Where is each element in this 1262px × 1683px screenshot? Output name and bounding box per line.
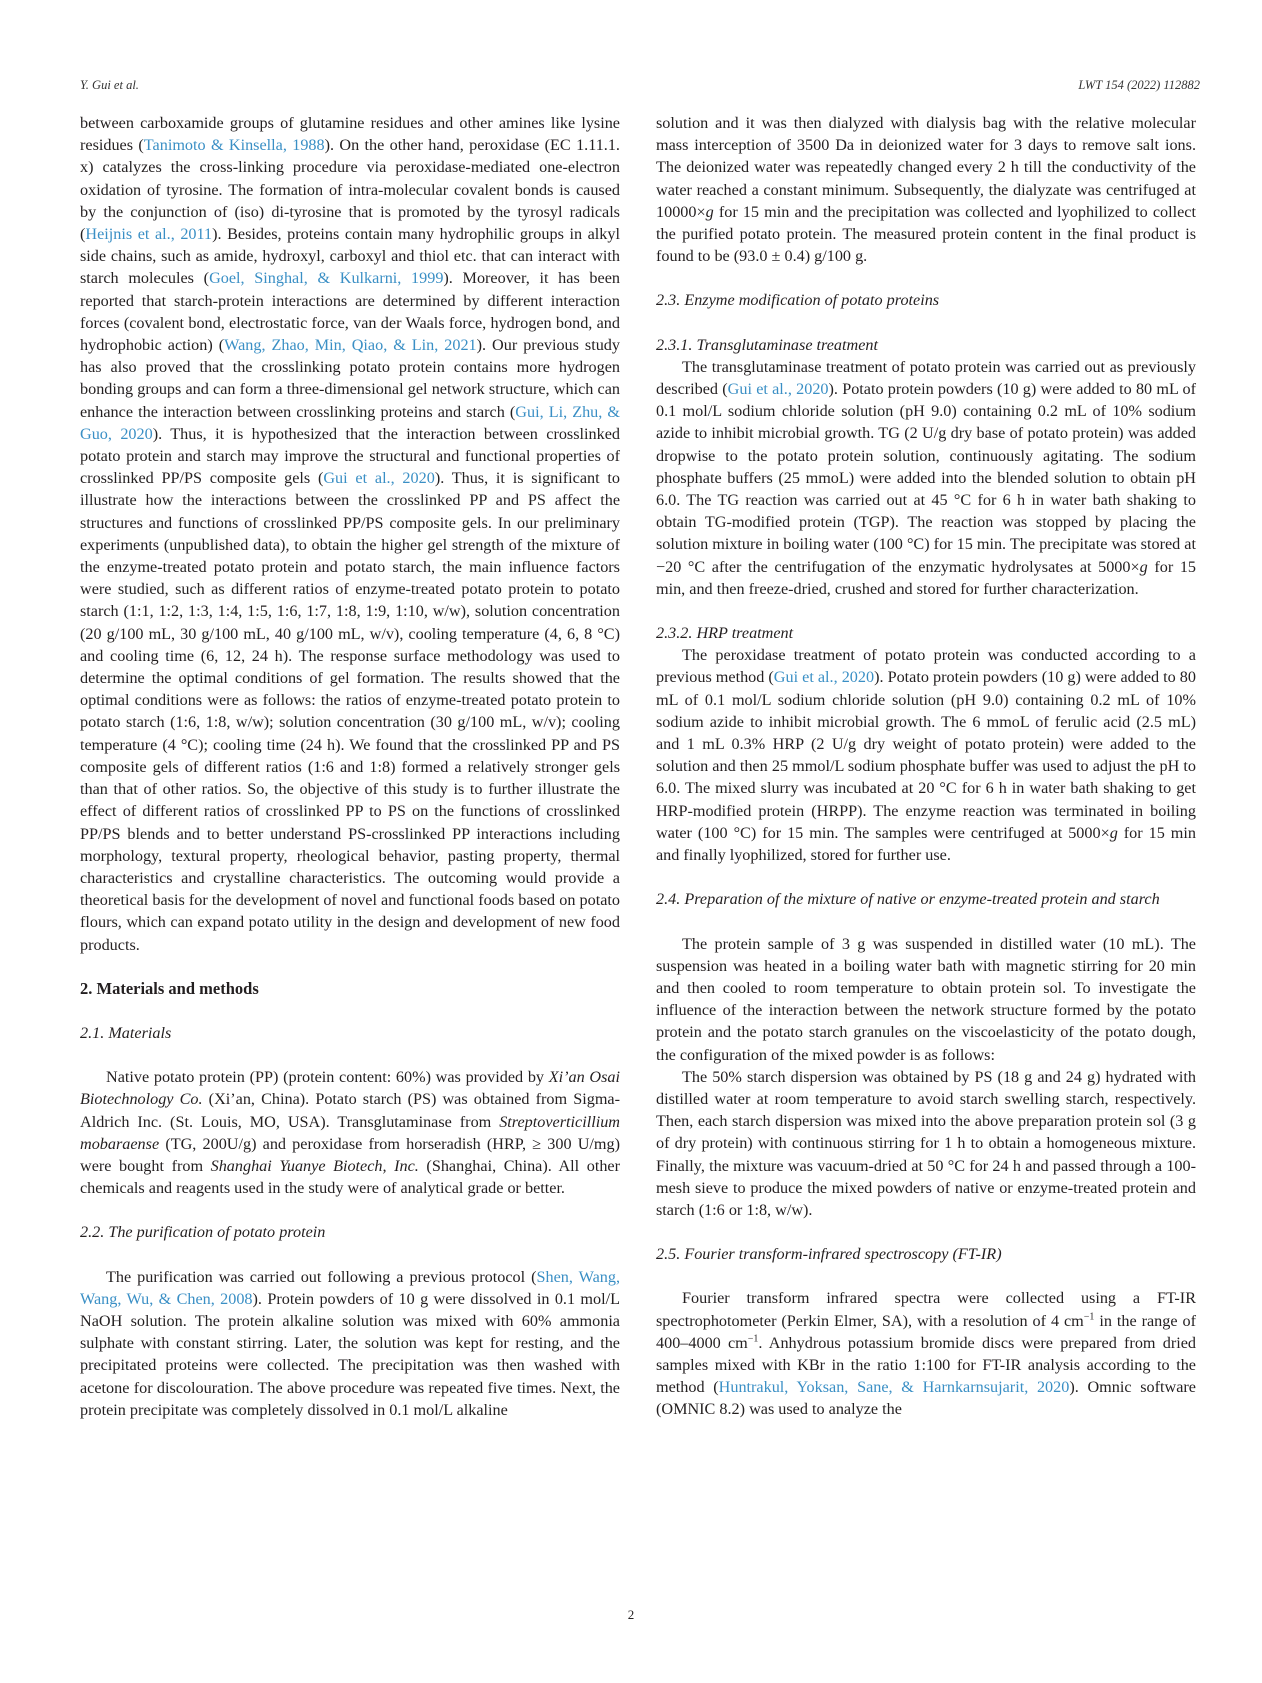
subsubsection-heading-transglutaminase: 2.3.1. Transglutaminase treatment [656, 335, 878, 354]
superscript: −1 [1083, 1311, 1095, 1323]
page-number: 2 [627, 1607, 635, 1622]
transglutaminase-paragraph [656, 356, 1196, 600]
citation-link[interactable]: Heijnis et al., 2011 [85, 225, 213, 244]
text-run: ). On the other hand, peroxidase (EC 1.11.1. x) catalyzes the cross-linking procedure via peroxidase-mediated one-electron oxidation of tyrosine. The formation of intra-molecular covalent bonds is caused by the conjunction of (iso) di-tyrosine that is promoted by the tyrosyl radicals ( [80, 136, 620, 244]
italic-text: Shanghai Yuanye Biotech, Inc. [210, 1156, 419, 1175]
citation-link[interactable]: Wang, Zhao, Min, Qiao, & Lin, 2021 [224, 336, 477, 355]
text-run: (Xi’an, China). Potato starch (PS) was obtained from Sigma-Aldrich Inc. (St. Louis, MO, USA). Transglutaminase from [80, 1090, 620, 1131]
text-run: ). Potato protein powders (10 g) were added to 80 mL of 0.1 mol/L sodium chloride solution (pH 9.0) containing 0.2 mL of 10% sodium azide to inhibit microbial growth. The 6 mmoL of ferulic acid (2.5 mL) and 1 mL 0.3% HRP (2 U/g dry weight of potato protein) were added to the solution and then 25 mmol/L sodium phosphate buffer was used to adjust the pH to 6.0. The mixed slurry was incubated at 20 °C for 6 h in water bath shaking to get HRP-modified protein (HRPP). The enzyme reaction was terminated in boiling water (100 °C) for 15 min. The samples were centrifuged at 5000× [656, 668, 1196, 842]
superscript: −1 [747, 1333, 759, 1345]
text-run: The transglutaminase treatment of potato protein was carried out as previously described ( [656, 357, 1196, 399]
italic-text: g [1139, 557, 1148, 576]
text-run: in the range of 400–4000 cm [656, 1311, 1196, 1352]
citation-link[interactable]: Gui, Li, Zhu, & Guo, 2020 [80, 402, 620, 443]
text-run: . Anhydrous potassium bromide discs were prepared from dried samples mixed with KBr in the ratio 1:100 for FT-IR analysis according to the method ( [656, 1333, 1196, 1397]
preparation-paragraph-2: The 50% starch dispersion was obtained by PS (18 g and 24 g) hydrated with distilled water at room temperature to avoid starch swelling starch, respectively. Then, each starch dispersion was mixed into the above preparation protein sol (3 g of dry protein) with continuous stirring for 1 h to obtain a homogeneous mixture. Finally, the mixture was vacuum-dried at 50 °C for 24 h and passed through a 100-mesh sieve to produce the mixed powders of native or enzyme-treated protein and starch (1:6 or 1:8, w/w). [656, 1067, 1196, 1219]
subsection-heading-materials: 2.1. Materials [80, 1023, 172, 1042]
text-run: Native potato protein (PP) (protein content: 60%) was provided by [106, 1068, 549, 1087]
text-run: ). Besides, proteins contain many hydrophilic groups in alkyl side chains, such as amide, hydroxyl, carboxyl and thiol etc. that can interact with starch molecules ( [80, 225, 620, 288]
citation-link[interactable]: Gui et al., 2020 [727, 380, 829, 399]
text-run: for 15 min and finally lyophilized, stored for further use. [656, 823, 1196, 865]
running-head-journal: LWT 154 (2022) 112882 [1078, 78, 1200, 92]
italic-text: Xi’an Osai Biotechnology Co. [80, 1068, 620, 1109]
subsubsection-heading-hrp: 2.3.2. HRP treatment [656, 624, 794, 643]
citation-link[interactable]: Shen, Wang, Wang, Wu, & Chen, 2008 [80, 1267, 621, 1308]
text-run: Fourier transform infrared spectra were collected using a FT-IR spectrophotometer (Perkin Elmer, SA), with a resolution of 4 cm [656, 1289, 1196, 1330]
text-run: ). Our previous study has also proved that the crosslinking potato protein contains more hydrogen bonding groups and can form a three-dimensional gel network structure, which can enhance the interaction between crosslinking proteins and starch ( [80, 336, 620, 421]
subsection-heading-preparation-mixture: 2.4. Preparation of the mixture of native or enzyme-treated protein and starch [656, 890, 1160, 909]
italic-text: Streptoverticillium mobaraense [80, 1112, 620, 1153]
italic-text: g [1109, 823, 1118, 842]
citation-link[interactable]: Huntrakul, Yoksan, Sane, & Harnkarnsujarit, 2020 [718, 1378, 1070, 1397]
hrp-paragraph [656, 644, 1196, 866]
citation-link[interactable]: Tanimoto & Kinsella, 1988 [143, 136, 325, 155]
text-run: ). Potato protein powders (10 g) were added to 80 mL of 0.1 mol/L sodium chloride solution (pH 9.0) containing 0.2 mL of 10% sodium azide to inhibit microbial growth. TG (2 U/g dry base of potato protein) was added dropwise to the potato protein solution, continuously agitating. The sodium phosphate buffers (25 mmoL) were added into the blended solution to obtain pH 6.0. The TG reaction was carried out at 45 °C for 6 h in water bath shaking to obtain TG-modified protein (TGP). The reaction was stopped by placing the solution mixture in boiling water (100 °C) for 15 min. The precipitate was stored at −20 °C after the centrifugation of the enzymatic hydrolysates at 5000× [656, 380, 1196, 576]
preparation-paragraph-1: The protein sample of 3 g was suspended in distilled water (10 mL). The suspension was heated in a boiling water bath with magnetic stirring for 20 min and then cooled to room temperature to obtain protein sol. To investigate the influence of the interaction between the network structure formed by the potato protein and the potato starch granules on the viscoelasticity of the potato dough, the configuration of the mixed powder is as follows: [656, 934, 1196, 1064]
purification-paragraph-continued [656, 112, 1196, 267]
text-run: solution and it was then dialyzed with dialysis bag with the relative molecular mass interception of 3500 Da in deionized water for 3 days to remove salt ions. The deionized water was repeatedly changed every 2 h till the conductivity of the water reached a constant minimum. Subsequently, the dialyzate was centrifuged at 10000× [656, 114, 1196, 221]
text-run: ). Protein powders of 10 g were dissolved in 0.1 mol/L NaOH solution. The protein alkaline solution was mixed with 60% ammonia sulphate with constant stirring. Later, the solution was kept for resting, and the precipitated proteins were collected. The precipitation was then washed with acetone for discolouration. The above procedure was repeated five times. Next, the protein precipitate was completely dissolved in 0.1 mol/L alkaline [80, 1289, 620, 1419]
purification-paragraph [80, 1266, 620, 1421]
italic-text: g [705, 202, 714, 221]
text-run: ). Thus, it is significant to illustrate how the interactions between the crosslinked PP and PS affect the structures and functions of crosslinked PP/PS composite gels. In our preliminary experiments (unpublished data), to obtain the higher gel strength of the mixture of the enzyme-treated potato protein and potato starch, the main influence factors were studied, such as different ratios of enzyme-treated potato protein to potato starch (1:1, 1:2, 1:3, 1:4, 1:5, 1:6, 1:7, 1:8, 1:9, 1:10, w/w), solution concentration (20 g/100 mL, 30 g/100 mL, 40 g/100 mL, w/v), cooling temperature (4, 6, 8 °C) and cooling time (6, 12, 24 h). The response surface methodology was used to determine the optimal conditions of gel formation. The results showed that the optimal conditions were as follows: the ratios of enzyme-treated potato protein to potato starch (1:6, 1:8, w/w); solution concentration (30 g/100 mL, w/v); cooling temperature (4 °C); cooling time (24 h). We found that the crosslinked PP and PS composite gels of different ratios (1:6 and 1:8) formed a relatively stronger gels than that of other ratios. So, the objective of this study is to further illustrate the effect of different ratios of crosslinked PP to PS on the functions of crosslinked PP/PS blends and to better understand PS-crosslinked PP interactions including morphology, textural property, rheological behavior, pasting property, thermal characteristics and crystalline characteristics. The outcoming would provide a theoretical basis for the development of novel and functional foods based on potato flours, which can expand potato utility in the design and development of new food products. [80, 469, 620, 954]
text-run: for 15 min, and then freeze-dried, crushed and stored for further characterization. [656, 557, 1197, 598]
citation-link[interactable]: Gui et al., 2020 [323, 469, 435, 488]
text-run: The purification was carried out following a previous protocol ( [106, 1267, 537, 1286]
ftir-paragraph [656, 1287, 1196, 1420]
text-run: ). Omnic software (OMNIC 8.2) was used to analyze the [656, 1378, 1196, 1419]
running-head-authors: Y. Gui et al. [80, 78, 139, 92]
section-heading-materials-and-methods: 2. Materials and methods [80, 978, 259, 998]
intro-paragraph [80, 112, 620, 956]
text-run: ). Thus, it is hypothesized that the interaction between crosslinked potato protein and starch may improve the structural and functional properties of crosslinked PP/PS composite gels ( [80, 424, 620, 488]
left-column [80, 112, 620, 1421]
text-run: The peroxidase treatment of potato protein was conducted according to a previous method ( [656, 646, 1196, 687]
citation-link[interactable]: Gui et al., 2020 [773, 668, 875, 687]
text-run: (TG, 200U/g) and peroxidase from horseradish (HRP, ≥ 300 U/mg) were bought from [80, 1134, 620, 1175]
subsection-heading-enzyme-modification: 2.3. Enzyme modification of potato proteins [656, 291, 940, 310]
subsection-heading-ftir: 2.5. Fourier transform-infrared spectroscopy (FT-IR) [656, 1245, 1002, 1264]
text-run: between carboxamide groups of glutamine residues and other amines like lysine residues ( [80, 114, 620, 155]
text-run: (Shanghai, China). All other chemicals and reagents used in the study were of analytical grade or better. [80, 1156, 620, 1198]
text-run: for 15 min and the precipitation was collected and lyophilized to collect the purified potato protein. The measured protein content in the final product is found to be (93.0 ± 0.4) g/100 g. [656, 202, 1196, 266]
text-run: ). Moreover, it has been reported that starch-protein interactions are determined by different interaction forces (covalent bond, electrostatic force, van der Waals force, hydrogen bond, and hydrophobic action) ( [80, 269, 620, 355]
right-column [656, 112, 1196, 1421]
subsection-heading-purification: 2.2. The purification of potato protein [80, 1223, 326, 1242]
citation-link[interactable]: Goel, Singhal, & Kulkarni, 1999 [209, 269, 444, 288]
materials-paragraph [80, 1066, 620, 1199]
